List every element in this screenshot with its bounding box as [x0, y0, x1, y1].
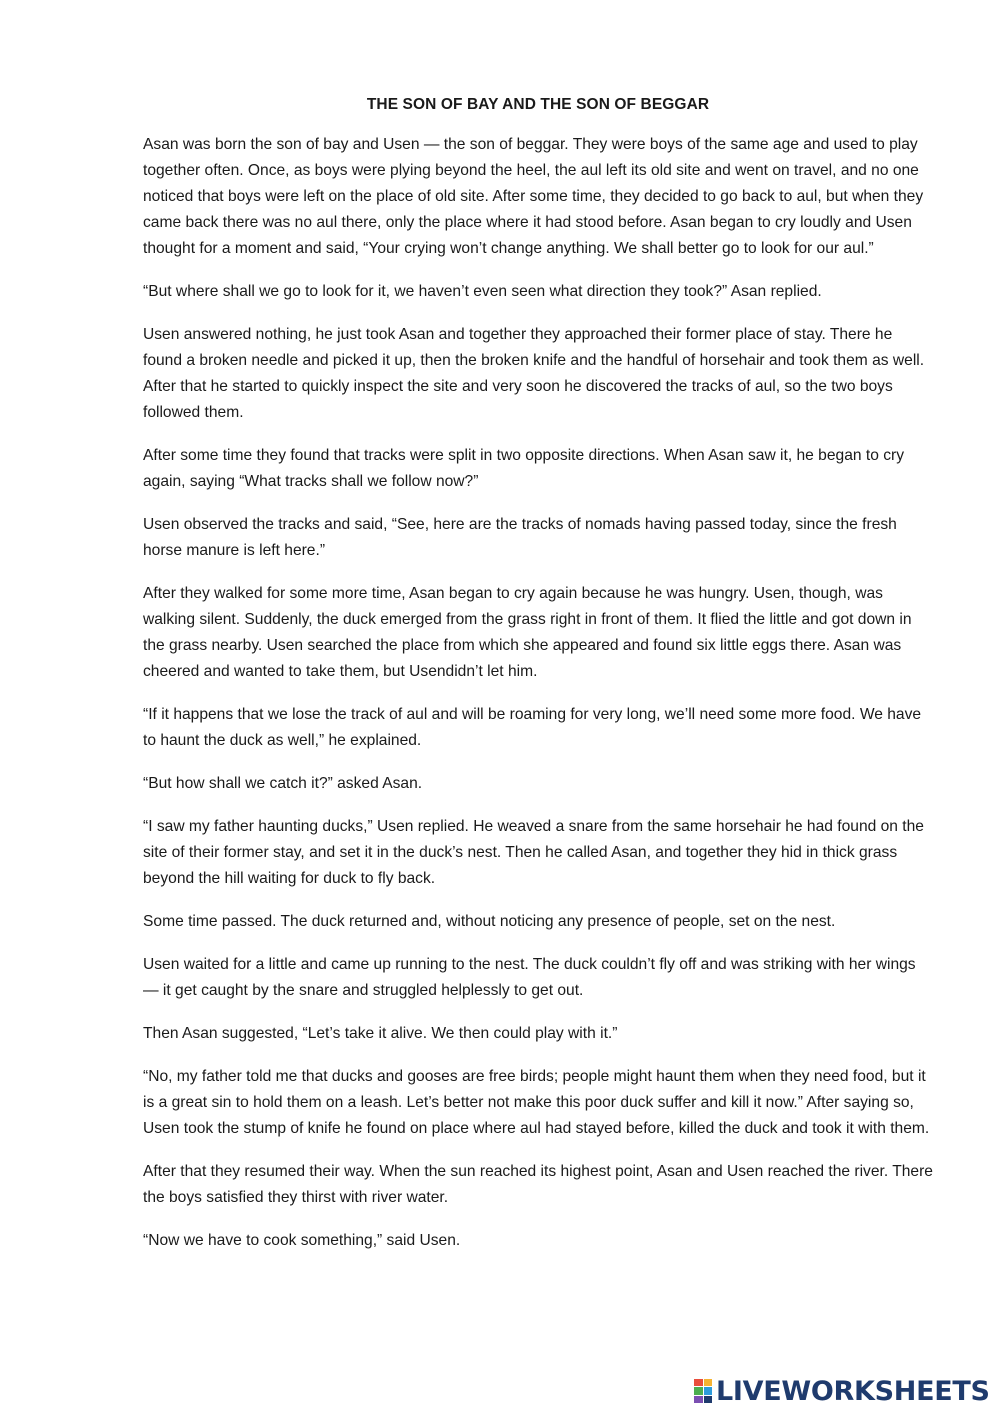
logo-blocks-icon [694, 1379, 712, 1403]
paragraph: Usen answered nothing, he just took Asan and together they approached their former place of stay. There he found a broken needle and picked it up, then the broken knife and the handful of horsehair and took them as well. After that he started to quickly inspect the site and very soon he discovered the tracks of aul, so the two boys followed them. [143, 326, 925, 421]
paragraph: “But where shall we go to look for it, we haven’t even seen what direction they took?” Asan replied. [143, 283, 822, 300]
paragraph: Usen observed the tracks and said, “See, here are the tracks of nomads having passed today, since the fresh horse manure is left here.” [143, 516, 897, 559]
logo-text: LIVEWORKSHEETS [716, 1375, 990, 1407]
paragraph: “No, my father told me that ducks and gooses are free birds; people might haunt them when they need food, but it is a great sin to hold them on a leash. Let’s better not make this poor duck suffer and kill it now.” After saying so, Usen took the stump of knife he found on place where aul had stayed before, killed the duck and took it with them. [143, 1068, 930, 1137]
paragraph: Asan was born the son of bay and Usen — the son of beggar. They were boys of the same age and used to play together often. Once, as boys were plying beyond the heel, the aul left its old site and went on travel, and no one noticed that boys were left on the place of old site. After some time, they decided to go back to aul, but when they came back there was no aul there, only the place where it had stood before. Asan began to cry loudly and Usen thought for a moment and said, “Your crying won’t change anything. We shall better go to look for our aul.” [143, 136, 924, 257]
liveworksheets-logo [694, 1376, 990, 1406]
paragraph: “Now we have to cook something,” said Usen. [143, 1232, 461, 1249]
paragraph: After some time they found that tracks were split in two opposite directions. When Asan saw it, he began to cry again, saying “What tracks shall we follow now?” [143, 447, 905, 490]
document-title: THE SON OF BAY AND THE SON OF BEGGAR [366, 96, 710, 113]
paragraph: Usen waited for a little and came up running to the nest. The duck couldn’t fly off and was striking with her wings — it get caught by the snare and struggled helplessly to get out. [143, 956, 916, 999]
paragraph: “If it happens that we lose the track of aul and will be roaming for very long, we’ll need some more food. We have to haunt the duck as well,” he explained. [143, 706, 922, 749]
paragraph: “But how shall we catch it?” asked Asan. [143, 775, 423, 792]
paragraph: After they walked for some more time, Asan began to cry again because he was hungry. Usen, though, was walking silent. Suddenly, the duck emerged from the grass right in front of them. It flied the little and got down in the grass nearby. Usen searched the place from which she appeared and found six little eggs there. Asan was cheered and wanted to take them, but Usendidn’t let him. [143, 585, 912, 680]
paragraph: Then Asan suggested, “Let’s take it alive. We then could play with it.” [143, 1025, 618, 1042]
story-body [143, 132, 933, 1254]
paragraph: After that they resumed their way. When the sun reached its highest point, Asan and Usen reached the river. There the boys satisfied they thirst with river water. [143, 1163, 933, 1206]
paragraph: Some time passed. The duck returned and, without noticing any presence of people, set on the nest. [143, 913, 836, 930]
worksheet-page [143, 96, 933, 1271]
paragraph: “I saw my father haunting ducks,” Usen replied. He weaved a snare from the same horsehair he had found on the site of their former stay, and set it in the duck’s nest. Then he called Asan, and together they hid in thick grass beyond the hill waiting for duck to fly back. [143, 818, 924, 887]
